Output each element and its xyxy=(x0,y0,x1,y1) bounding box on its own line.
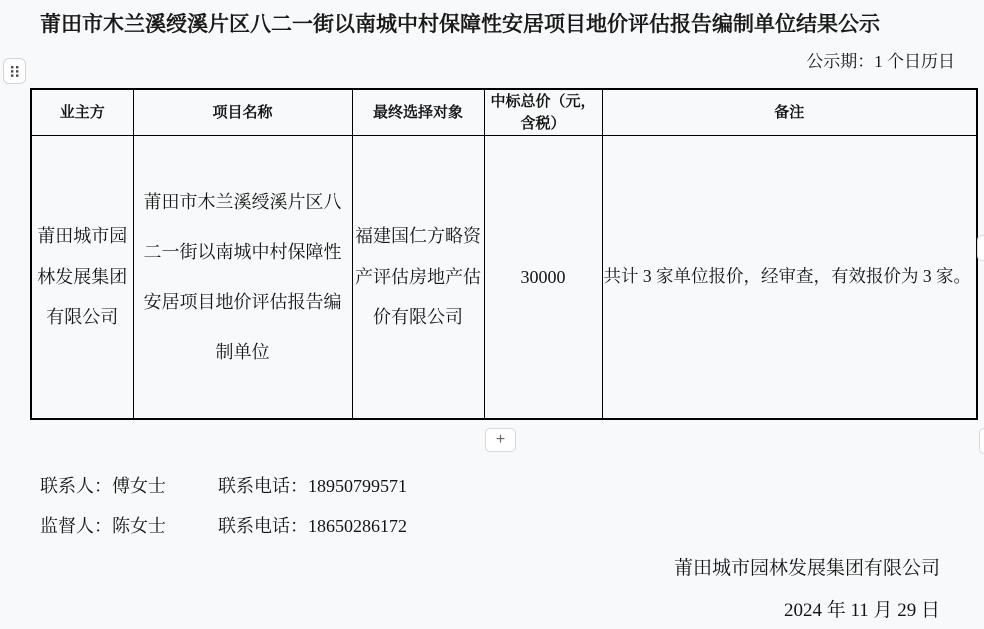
grip-icon xyxy=(10,65,20,78)
cell-owner[interactable]: 莆田城市园林发展集团有限公司 xyxy=(31,136,133,420)
col-header-bid-total-price[interactable]: 中标总价（元，含税） xyxy=(484,89,602,136)
contact-person xyxy=(40,472,166,498)
contact-name: 傅女士 xyxy=(112,476,166,496)
cell-selected-unit[interactable]: 福建国仁方略资产评估房地产估价有限公司 xyxy=(352,136,484,420)
col-header-owner[interactable]: 业主方 xyxy=(31,89,133,136)
cell-bid-total-price[interactable]: 30000 xyxy=(484,136,602,420)
supervisor-phone-number: 18650286172 xyxy=(308,516,407,536)
contact-role-label: 联系人： xyxy=(40,476,112,496)
cell-project-name[interactable]: 莆田市木兰溪绶溪片区八二一街以南城中村保障性安居项目地价评估报告编制单位 xyxy=(133,136,352,420)
col-header-remark[interactable]: 备注 xyxy=(602,89,977,136)
bid-result-table xyxy=(30,88,978,420)
col-header-project-name[interactable]: 项目名称 xyxy=(133,89,352,136)
supervisor-phone xyxy=(218,512,407,538)
table-row xyxy=(31,136,977,420)
supervisor-phone-label: 联系电话： xyxy=(218,516,308,536)
supervisor-person xyxy=(40,512,166,538)
supervisor-name: 陈女士 xyxy=(112,516,166,536)
footer-date: 2024 年 11 月 29 日 xyxy=(783,600,940,621)
drag-handle-button[interactable] xyxy=(3,58,26,84)
edge-button-clipped[interactable] xyxy=(979,428,984,454)
contact-phone xyxy=(218,472,407,498)
supervisor-role-label: 监督人： xyxy=(40,516,112,536)
publicity-period: 公示期：1 个日历日 xyxy=(806,52,955,71)
contact-phone-number: 18950799571 xyxy=(308,476,407,496)
col-header-selected-unit[interactable]: 最终选择对象 xyxy=(352,89,484,136)
add-row-button[interactable] xyxy=(485,428,516,452)
page-title: 莆田市木兰溪绶溪片区八二一街以南城中村保障性安居项目地价评估报告编制单位结果公示 xyxy=(40,13,880,36)
cell-remark[interactable]: 共计 3 家单位报价，经审查，有效报价为 3 家。 xyxy=(602,136,977,420)
header-row xyxy=(31,89,977,136)
footer-company: 莆田城市园林发展集团有限公司 xyxy=(673,558,940,579)
plus-icon: + xyxy=(495,431,506,448)
contact-phone-label: 联系电话： xyxy=(218,476,308,496)
add-column-button-clipped[interactable] xyxy=(977,235,984,261)
